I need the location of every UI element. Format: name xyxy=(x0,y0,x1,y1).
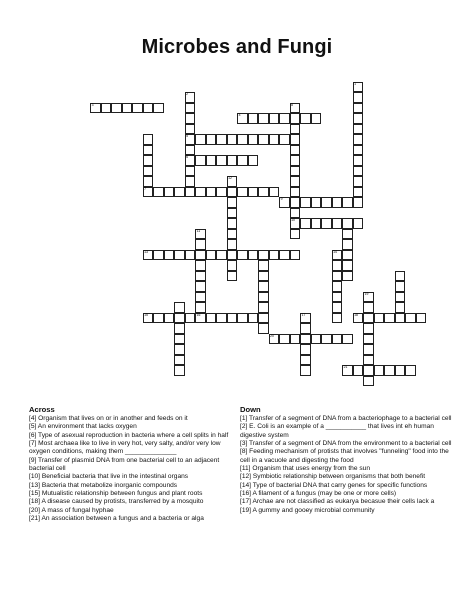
grid-cell[interactable] xyxy=(342,239,353,250)
grid-cell[interactable] xyxy=(384,313,395,324)
clue-number: 21 xyxy=(343,365,348,370)
grid-cell[interactable] xyxy=(353,313,364,324)
grid-cell[interactable] xyxy=(248,250,259,261)
grid-cell[interactable] xyxy=(227,187,238,198)
grid-cell[interactable] xyxy=(185,187,196,198)
grid-cell[interactable] xyxy=(300,313,311,324)
grid-cell[interactable] xyxy=(185,124,196,135)
grid-cell[interactable] xyxy=(195,229,206,240)
grid-cell[interactable] xyxy=(216,134,227,145)
grid-cell[interactable] xyxy=(90,103,101,114)
grid-cell[interactable] xyxy=(174,187,185,198)
grid-cell[interactable] xyxy=(258,187,269,198)
grid-cell[interactable] xyxy=(300,344,311,355)
grid-cell[interactable] xyxy=(321,334,332,345)
grid-cell[interactable] xyxy=(353,187,364,198)
grid-cell[interactable] xyxy=(342,250,353,261)
clue-number: 12 xyxy=(228,176,232,181)
grid-cell[interactable] xyxy=(342,260,353,271)
grid-cell[interactable] xyxy=(258,302,269,313)
down-clues xyxy=(240,405,454,515)
grid-cell[interactable] xyxy=(174,355,185,366)
down-clue: [2] E. Coli is an example of a ___________ that lives int eh human digestive system xyxy=(240,423,434,439)
grid-cell[interactable] xyxy=(279,334,290,345)
clue-number: 17 xyxy=(301,312,306,317)
grid-cell[interactable] xyxy=(363,376,374,387)
grid-cell[interactable] xyxy=(101,103,112,114)
grid-cell[interactable] xyxy=(269,134,280,145)
grid-cell[interactable] xyxy=(342,197,353,208)
across-clues xyxy=(29,405,229,523)
grid-cell[interactable] xyxy=(227,218,238,229)
grid-cell[interactable] xyxy=(237,113,248,124)
grid-cell[interactable] xyxy=(300,113,311,124)
grid-cell[interactable] xyxy=(174,365,185,376)
grid-cell[interactable] xyxy=(363,344,374,355)
down-clue: [17] Archae are not classified as eukarya becasue their cells lack a xyxy=(240,498,435,506)
grid-cell[interactable] xyxy=(353,218,364,229)
grid-cell[interactable] xyxy=(363,365,374,376)
down-clue: [14] Type of bacterial DNA that carry genes for specific functions xyxy=(240,481,428,489)
grid-cell[interactable] xyxy=(174,302,185,313)
across-clue: [20] A mass of fungal hyphae xyxy=(29,506,114,514)
grid-cell[interactable] xyxy=(227,197,238,208)
grid-cell[interactable] xyxy=(227,176,238,187)
clue-number: 13 xyxy=(144,249,148,254)
grid-cell[interactable] xyxy=(363,292,374,303)
grid-cell[interactable] xyxy=(258,250,269,261)
grid-cell[interactable] xyxy=(258,134,269,145)
grid-cell[interactable] xyxy=(143,103,154,114)
grid-cell[interactable] xyxy=(332,260,343,271)
grid-cell[interactable] xyxy=(342,218,353,229)
across-clue: [15] Mutualistic relationship between fungus and plant roots xyxy=(29,490,203,498)
grid-cell[interactable] xyxy=(143,134,154,145)
grid-cell[interactable] xyxy=(290,113,301,124)
grid-cell[interactable] xyxy=(332,197,343,208)
grid-cell[interactable] xyxy=(332,218,343,229)
grid-cell[interactable] xyxy=(300,218,311,229)
grid-cell[interactable] xyxy=(206,134,217,145)
grid-cell[interactable] xyxy=(153,187,164,198)
grid-cell[interactable] xyxy=(279,250,290,261)
grid-cell[interactable] xyxy=(353,365,364,376)
clue-number: 4 xyxy=(238,113,241,118)
grid-cell[interactable] xyxy=(353,92,364,103)
grid-cell[interactable] xyxy=(300,323,311,334)
grid-cell[interactable] xyxy=(185,313,196,324)
grid-cell[interactable] xyxy=(174,344,185,355)
grid-cell[interactable] xyxy=(195,292,206,303)
grid-cell[interactable] xyxy=(395,281,406,292)
grid-cell[interactable] xyxy=(290,218,301,229)
grid-cell[interactable] xyxy=(353,103,364,114)
clue-number: 5 xyxy=(186,134,188,139)
grid-cell[interactable] xyxy=(395,292,406,303)
grid-cell[interactable] xyxy=(311,334,322,345)
grid-cell[interactable] xyxy=(258,260,269,271)
across-clue: [7] Most archaea like to live in very hot, very salty, and/or very low oxygen conditions, making them ______________ xyxy=(29,440,221,456)
grid-cell[interactable] xyxy=(248,313,259,324)
clue-number: 2 xyxy=(186,92,188,97)
grid-cell[interactable] xyxy=(195,260,206,271)
grid-cell[interactable] xyxy=(174,323,185,334)
grid-cell[interactable] xyxy=(279,134,290,145)
grid-cell[interactable] xyxy=(143,166,154,177)
grid-cell[interactable] xyxy=(353,82,364,93)
grid-cell[interactable] xyxy=(405,365,416,376)
grid-cell[interactable] xyxy=(206,313,217,324)
grid-cell[interactable] xyxy=(195,239,206,250)
clue-number: 8 xyxy=(291,102,293,107)
grid-cell[interactable] xyxy=(363,355,374,366)
grid-cell[interactable] xyxy=(227,271,238,282)
across-clue-list xyxy=(29,415,229,523)
clue-number: 9 xyxy=(280,197,283,202)
grid-cell[interactable] xyxy=(185,145,196,156)
grid-cell[interactable] xyxy=(185,103,196,114)
grid-cell[interactable] xyxy=(363,302,374,313)
grid-cell[interactable] xyxy=(363,313,374,324)
grid-cell[interactable] xyxy=(164,250,175,261)
grid-cell[interactable] xyxy=(342,334,353,345)
grid-cell[interactable] xyxy=(185,113,196,124)
grid-cell[interactable] xyxy=(143,145,154,156)
grid-cell[interactable] xyxy=(237,155,248,166)
grid-cell[interactable] xyxy=(227,134,238,145)
grid-cell[interactable] xyxy=(185,134,196,145)
grid-cell[interactable] xyxy=(258,113,269,124)
grid-cell[interactable] xyxy=(143,187,154,198)
grid-cell[interactable] xyxy=(258,323,269,334)
grid-cell[interactable] xyxy=(332,302,343,313)
grid-cell[interactable] xyxy=(353,134,364,145)
grid-cell[interactable] xyxy=(300,355,311,366)
grid-cell[interactable] xyxy=(185,92,196,103)
clue-number: 16 xyxy=(196,312,201,317)
grid-cell[interactable] xyxy=(174,250,185,261)
down-clue: [3] Transfer of a segment of DNA from the environment to a bacterial cell xyxy=(240,440,452,448)
clue-number: 6 xyxy=(186,155,188,160)
grid-cell[interactable] xyxy=(300,365,311,376)
clue-number: 18 xyxy=(354,312,358,317)
grid-cell[interactable] xyxy=(227,313,238,324)
grid-cell[interactable] xyxy=(290,103,301,114)
grid-cell[interactable] xyxy=(353,166,364,177)
across-clue: [21] An association between a fungus and a bacteria or alga xyxy=(29,515,204,523)
grid-cell[interactable] xyxy=(353,124,364,135)
grid-cell[interactable] xyxy=(395,302,406,313)
clue-number: 3 xyxy=(91,102,94,107)
grid-cell[interactable] xyxy=(416,313,427,324)
down-heading: Down xyxy=(240,405,261,414)
grid-cell[interactable] xyxy=(185,176,196,187)
grid-cell[interactable] xyxy=(248,187,259,198)
grid-cell[interactable] xyxy=(143,250,154,261)
down-clue: [11] Organism that uses energy from the sun xyxy=(240,465,370,473)
down-clue: [8] Feeding mechanism of protists that involves "funneling" food into the cell in a vacuole and digesting the food xyxy=(240,448,449,464)
grid-cell[interactable] xyxy=(195,313,206,324)
clue-number: 10 xyxy=(291,218,295,223)
grid-cell[interactable] xyxy=(279,113,290,124)
grid-cell[interactable] xyxy=(258,281,269,292)
grid-cell[interactable] xyxy=(300,334,311,345)
grid-cell[interactable] xyxy=(206,250,217,261)
clue-number: 15 xyxy=(144,312,148,317)
grid-cell[interactable] xyxy=(185,155,196,166)
grid-cell[interactable] xyxy=(332,334,343,345)
grid-cell[interactable] xyxy=(279,197,290,208)
across-clue: [13] Bacteria that metabolize inorganic compounds xyxy=(29,481,178,489)
grid-cell[interactable] xyxy=(332,250,343,261)
grid-cell[interactable] xyxy=(206,155,217,166)
grid-cell[interactable] xyxy=(342,271,353,282)
grid-cell[interactable] xyxy=(363,334,374,345)
across-clue: [18] A disease caused by protists, transferred by a mosquito xyxy=(29,498,204,506)
down-clue: [1] Transfer of a segment of DNA from a bacteriophage to a bacterial cell xyxy=(240,415,452,422)
grid-cell[interactable] xyxy=(195,302,206,313)
grid-cell[interactable] xyxy=(342,229,353,240)
grid-cell[interactable] xyxy=(290,124,301,135)
grid-cell[interactable] xyxy=(248,113,259,124)
grid-cell[interactable] xyxy=(195,281,206,292)
grid-cell[interactable] xyxy=(248,155,259,166)
down-clue-list xyxy=(240,415,454,515)
grid-cell[interactable] xyxy=(237,187,248,198)
grid-cell[interactable] xyxy=(321,197,332,208)
grid-cell[interactable] xyxy=(290,334,301,345)
grid-cell[interactable] xyxy=(290,176,301,187)
grid-cell[interactable] xyxy=(174,313,185,324)
grid-cell[interactable] xyxy=(227,208,238,219)
grid-cell[interactable] xyxy=(290,166,301,177)
grid-cell[interactable] xyxy=(227,250,238,261)
grid-cell[interactable] xyxy=(363,323,374,334)
grid-cell[interactable] xyxy=(195,134,206,145)
grid-cell[interactable] xyxy=(111,103,122,114)
clue-number: 19 xyxy=(364,291,369,296)
grid-cell[interactable] xyxy=(290,208,301,219)
grid-cell[interactable] xyxy=(269,187,280,198)
across-clue: [9] Transfer of plasmid DNA from one bacterial cell to an adjacent bacterial cell xyxy=(29,456,220,473)
grid-cell[interactable] xyxy=(195,250,206,261)
grid-cell[interactable] xyxy=(269,334,280,345)
grid-cell[interactable] xyxy=(195,155,206,166)
grid-cell[interactable] xyxy=(227,239,238,250)
grid-cell[interactable] xyxy=(174,334,185,345)
across-clue: [6] Type of asexual reproduction in bacteria where a cell splits in half xyxy=(29,431,229,439)
grid-cell[interactable] xyxy=(290,229,301,240)
grid-cell[interactable] xyxy=(290,155,301,166)
down-clue: [19] A gummy and gooey microbial community xyxy=(240,506,375,514)
grid-cell[interactable] xyxy=(311,218,322,229)
grid-cell[interactable] xyxy=(258,292,269,303)
grid-cell[interactable] xyxy=(290,145,301,156)
grid-cell[interactable] xyxy=(143,176,154,187)
grid-cell[interactable] xyxy=(237,250,248,261)
grid-cell[interactable] xyxy=(269,113,280,124)
grid-cell[interactable] xyxy=(216,250,227,261)
clue-number: 7 xyxy=(144,186,146,191)
grid-cell[interactable] xyxy=(248,134,259,145)
grid-cell[interactable] xyxy=(332,281,343,292)
grid-cell[interactable] xyxy=(143,155,154,166)
grid-cell[interactable] xyxy=(353,176,364,187)
grid-cell[interactable] xyxy=(374,365,385,376)
grid-cell[interactable] xyxy=(332,292,343,303)
grid-cell[interactable] xyxy=(311,197,322,208)
grid-cell[interactable] xyxy=(353,113,364,124)
across-clue: [10] Beneficial bacteria that live in the intestinal organs xyxy=(29,473,189,481)
grid-cell[interactable] xyxy=(258,271,269,282)
grid-cell[interactable] xyxy=(342,365,353,376)
grid-cell[interactable] xyxy=(195,187,206,198)
grid-cell[interactable] xyxy=(269,250,280,261)
grid-cell[interactable] xyxy=(132,103,143,114)
grid-cell[interactable] xyxy=(395,365,406,376)
grid-cell[interactable] xyxy=(321,218,332,229)
grid-cell[interactable] xyxy=(164,187,175,198)
grid-cell[interactable] xyxy=(384,365,395,376)
grid-cell[interactable] xyxy=(311,113,322,124)
grid-cell[interactable] xyxy=(353,197,364,208)
grid-cell[interactable] xyxy=(290,197,301,208)
down-clue: [16] A filament of a fungus (may be one or more cells) xyxy=(240,490,397,498)
grid-cell[interactable] xyxy=(153,313,164,324)
grid-cell[interactable] xyxy=(237,313,248,324)
down-clue: [12] Symbiotic relationship between organisms that both benefit xyxy=(240,473,426,481)
grid-cell[interactable] xyxy=(164,313,175,324)
grid-cell[interactable] xyxy=(353,145,364,156)
grid-cell[interactable] xyxy=(405,313,416,324)
grid-cell[interactable] xyxy=(353,155,364,166)
grid-cell[interactable] xyxy=(216,155,227,166)
grid-cell[interactable] xyxy=(227,260,238,271)
grid-cell[interactable] xyxy=(153,250,164,261)
grid-cell[interactable] xyxy=(227,229,238,240)
grid-cell[interactable] xyxy=(395,271,406,282)
clue-number: 11 xyxy=(196,228,201,233)
across-heading: Across xyxy=(29,405,55,414)
grid-cell[interactable] xyxy=(122,103,133,114)
grid-cell[interactable] xyxy=(290,134,301,145)
grid-cell[interactable] xyxy=(290,187,301,198)
grid-cell[interactable] xyxy=(300,197,311,208)
grid-cell[interactable] xyxy=(216,187,227,198)
grid-cell[interactable] xyxy=(195,271,206,282)
puzzle-title: Microbes and Fungi xyxy=(141,36,333,58)
clue-number: 1 xyxy=(354,81,356,86)
grid-cell[interactable] xyxy=(332,313,343,324)
grid-cell[interactable] xyxy=(290,250,301,261)
grid-cell[interactable] xyxy=(185,250,196,261)
grid-cell[interactable] xyxy=(374,313,385,324)
across-clue: [4] Organism that lives on or in another and feeds on it xyxy=(29,415,188,422)
grid-cell[interactable] xyxy=(395,313,406,324)
grid-cell[interactable] xyxy=(237,134,248,145)
grid-cell[interactable] xyxy=(143,313,154,324)
clue-number: 20 xyxy=(270,333,274,338)
grid-cell[interactable] xyxy=(153,103,164,114)
grid-cell[interactable] xyxy=(185,166,196,177)
grid-cell[interactable] xyxy=(227,155,238,166)
grid-cell[interactable] xyxy=(216,313,227,324)
clue-number: 14 xyxy=(333,249,337,254)
grid-cell[interactable] xyxy=(258,313,269,324)
grid-cell[interactable] xyxy=(206,187,217,198)
grid-cell[interactable] xyxy=(332,271,343,282)
across-clue: [5] An environment that lacks oxygen xyxy=(29,423,137,431)
